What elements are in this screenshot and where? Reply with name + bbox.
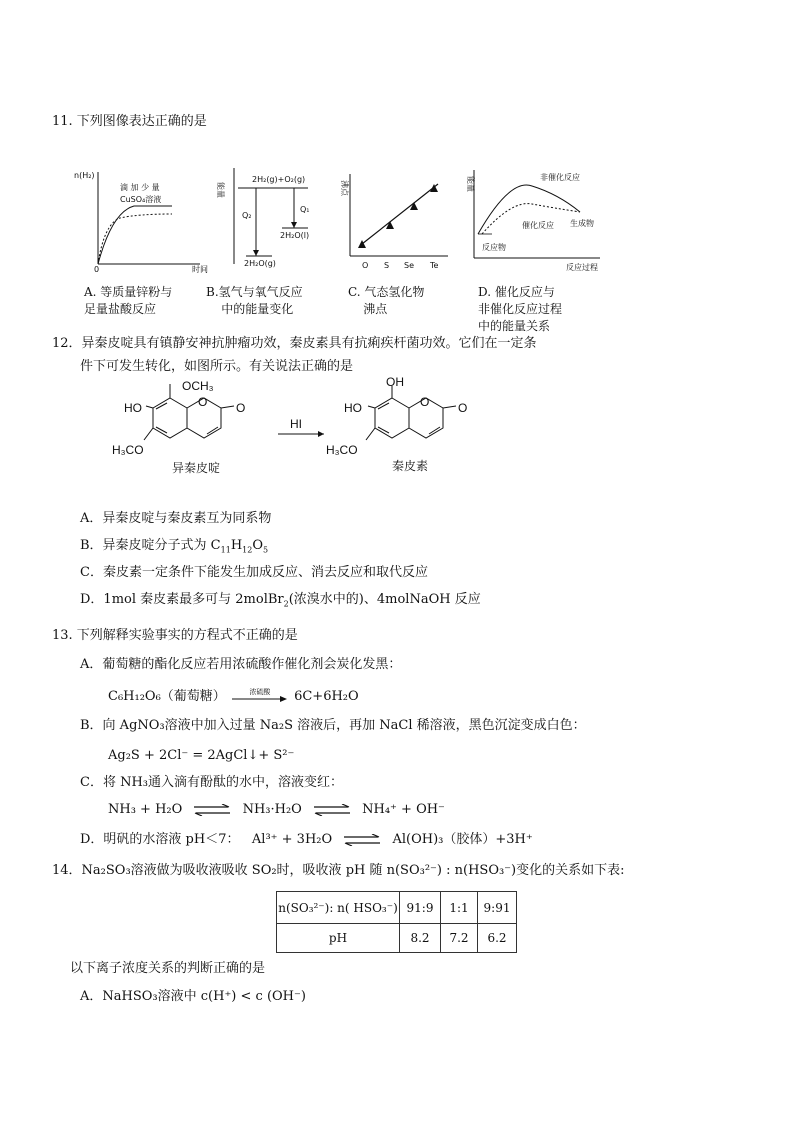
- tick-s: S: [384, 261, 390, 270]
- table-cell: 8.2: [400, 924, 441, 953]
- point-se: [410, 202, 418, 210]
- left-ring-o: O: [198, 395, 208, 409]
- q12-stem-2: 件下可发生转化，如图所示。有关说法正确的是: [80, 359, 354, 374]
- graph-b-q2: Q₂: [242, 211, 252, 220]
- table-row: [277, 924, 517, 953]
- ratio-ph-table: [276, 891, 517, 953]
- fraxetin-structure: [366, 386, 456, 440]
- graph-b-bottom: 2H₂O(g): [244, 259, 276, 268]
- caption-a: A. 等质量锌粉与 足量盐酸反应: [84, 285, 173, 316]
- right-name: 秦皮素: [392, 459, 429, 473]
- table-cell: 1:1: [441, 892, 478, 924]
- graph-d-cat: 催化反应: [522, 221, 554, 230]
- tick-o: O: [362, 261, 369, 270]
- equilibrium-arrow-1: [192, 804, 232, 816]
- graph-b: [212, 164, 330, 274]
- left-och3: OCH₃: [182, 379, 214, 393]
- graph-a-xlabel: 时间: [192, 265, 208, 274]
- table-cell: 7.2: [441, 924, 478, 953]
- graph-a-note1: 滴 加 少 量: [120, 183, 160, 192]
- graph-a-origin: 0: [94, 265, 100, 274]
- graph-b-q1: Q₁: [300, 205, 310, 214]
- graph-b-mid: 2H₂O(l): [280, 231, 310, 240]
- q13-option-d: D．明矾的水溶液 pH＜7： Al³⁺ + 3H₂O Al(OH)₃（胶体）+3H⁺: [80, 832, 533, 847]
- graph-d-xlabel: 反应过程: [566, 263, 598, 272]
- table-cell: 91:9: [400, 892, 441, 924]
- q14-intro: 以下离子浓度关系的判断正确的是: [70, 961, 266, 976]
- table-cell: 9:91: [478, 892, 517, 924]
- q12-option-d: D．1mol 秦皮素最多可与 2molBr$_2$(浓溴水中的)、4molNaOH 反应: [80, 592, 481, 609]
- graph-c-ylabel: 沸点: [340, 180, 349, 196]
- caption-b: B.氢气与氧气反应 中的能量变化: [206, 285, 303, 316]
- table-cell: 6.2: [478, 924, 517, 953]
- q14-stem: 14．Na₂SO₃溶液做为吸收液吸收 SO₂时，吸收液 pH 随 n(SO₃²⁻) : n(HSO₃⁻)变化的关系如下表:: [52, 863, 625, 878]
- graph-a: [68, 164, 218, 274]
- tick-te: Te: [430, 261, 439, 270]
- right-ring-o: O: [420, 395, 430, 409]
- graph-b-ylabel: 能量: [216, 182, 225, 198]
- graph-a-ylabel: n(H₂): [74, 171, 95, 180]
- graph-d-reactant: 反应物: [482, 243, 506, 252]
- right-oh: OH: [386, 376, 404, 389]
- equilibrium-arrow-2: [312, 804, 352, 816]
- right-ho: HO: [344, 401, 362, 415]
- q13-option-b: B．向 AgNO₃溶液中加入过量 Na₂S 溶液后，再加 NaCl 稀溶液，黑色沉淀变成白色：: [80, 718, 586, 733]
- right-h3co: H₃CO: [326, 443, 358, 457]
- q14-option-a: A．NaHSO₃溶液中 c(H⁺) < c (OH⁻): [80, 989, 306, 1004]
- tick-se: Se: [404, 261, 414, 270]
- left-carbonyl-o: O: [236, 401, 246, 415]
- q12-option-b: B．异秦皮啶分子式为 $C_{11}H_{12}O_5$: [80, 538, 269, 555]
- graph-b-top: 2H₂(g)+O₂(g): [252, 175, 306, 184]
- condition-arrow: 浓硫酸: [232, 690, 288, 704]
- q12-reaction-scheme: [110, 376, 490, 480]
- q13-option-c: C．将 NH₃通入滴有酚酞的水中，溶液变红：: [80, 775, 344, 790]
- q13-c-equation: NH₃ + H₂O NH₃·H₂O NH₄⁺ + OH⁻: [108, 802, 445, 817]
- left-ho: HO: [124, 401, 142, 415]
- graph-d-ylabel: 能量: [466, 176, 475, 192]
- right-carbonyl-o: O: [458, 401, 468, 415]
- left-name: 异秦皮啶: [172, 461, 221, 475]
- reagent-hi: HI: [290, 417, 302, 431]
- q12-option-a: A．异秦皮啶与秦皮素互为同系物: [80, 511, 272, 526]
- table-header-ph: pH: [277, 924, 400, 953]
- q12-stem-1: 12．异秦皮啶具有镇静安神抗肿瘤功效，秦皮素具有抗痢疾杆菌功效。它们在一定条: [52, 336, 537, 351]
- q11-stem: 11. 下列图像表达正确的是: [52, 114, 207, 129]
- q13-option-a: A．葡萄糖的酯化反应若用浓硫酸作催化剂会炭化发黑：: [80, 657, 402, 672]
- point-s: [386, 221, 394, 229]
- q13-a-equation: C₆H₁₂O₆（葡萄糖） 浓硫酸 6C+6H₂O: [108, 687, 359, 704]
- caption-c: C. 气态氢化物 沸点: [348, 285, 425, 316]
- graph-d: [462, 166, 612, 276]
- q13-stem: 13. 下列解释实验事实的方程式不正确的是: [52, 628, 298, 643]
- graph-a-note2: CuSO₄溶液: [120, 195, 162, 204]
- table-header-ratio: n(SO₃²⁻): n( HSO₃⁻): [277, 892, 400, 924]
- q12-option-c: C．秦皮素一定条件下能发生加成反应、消去反应和取代反应: [80, 565, 428, 580]
- graph-d-uncat: 非催化反应: [540, 173, 580, 182]
- equilibrium-arrow-3: [342, 834, 382, 846]
- graph-d-product: 生成物: [570, 219, 594, 228]
- graph-c: [338, 170, 450, 274]
- q13-b-equation: Ag₂S + 2Cl⁻ = 2AgCl↓+ S²⁻: [108, 748, 295, 763]
- left-h3co: H₃CO: [112, 443, 144, 457]
- caption-d: D. 催化反应与 非催化反应过程 中的能量关系: [478, 285, 563, 333]
- table-row: [277, 892, 517, 924]
